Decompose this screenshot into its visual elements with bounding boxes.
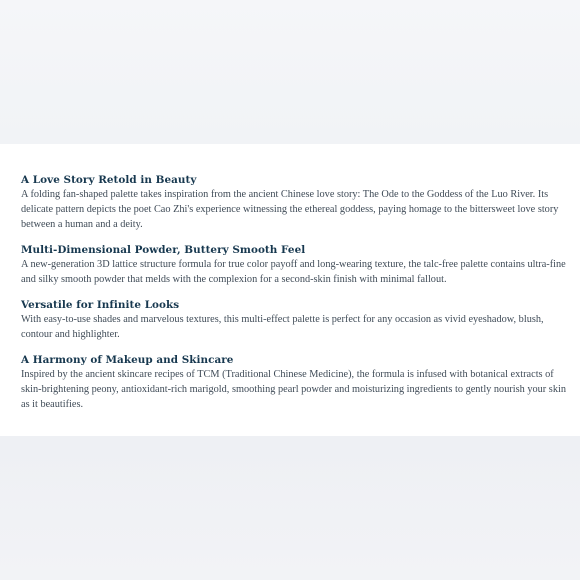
section-body: With easy-to-use shades and marvelous textures, this multi-effect palette is perfect for any occasion as vivid eyeshadow, blush, contour and highlighter. (21, 314, 544, 340)
section-body: Inspired by the ancient skincare recipes of TCM (Traditional Chinese Medicine), the formula is infused with botanical extracts of skin-brightening peony, antioxidant-rich marigold, smoothing pearl powder and moisturizing ingredients to gently nourish your skin as it beautifies. (21, 369, 566, 410)
section-heading: A Love Story Retold in Beauty (21, 174, 197, 186)
section-body: A folding fan-shaped palette takes inspiration from the ancient Chinese love story: The Ode to the Goddess of the Luo River. Its delicate pattern depicts the poet Cao Zhi's experience witnessing the ethereal goddess, paying homage to the bittersweet love story between a human and a deity. (21, 189, 559, 230)
description-panel (0, 144, 580, 436)
section-makeup-skincare (21, 353, 566, 412)
section-heading: Versatile for Infinite Looks (21, 299, 180, 311)
section-love-story (21, 173, 566, 232)
section-powder-feel (21, 243, 566, 287)
section-heading: Multi-Dimensional Powder, Buttery Smooth Feel (21, 244, 306, 256)
section-body: A new-generation 3D lattice structure formula for true color payoff and long-wearing texture, the talc-free palette contains ultra-fine and silky smooth powder that melds with the complexion for a second-skin finish with minimal fallout. (21, 259, 566, 285)
section-versatile-looks (21, 298, 566, 342)
section-heading: A Harmony of Makeup and Skincare (21, 354, 234, 366)
